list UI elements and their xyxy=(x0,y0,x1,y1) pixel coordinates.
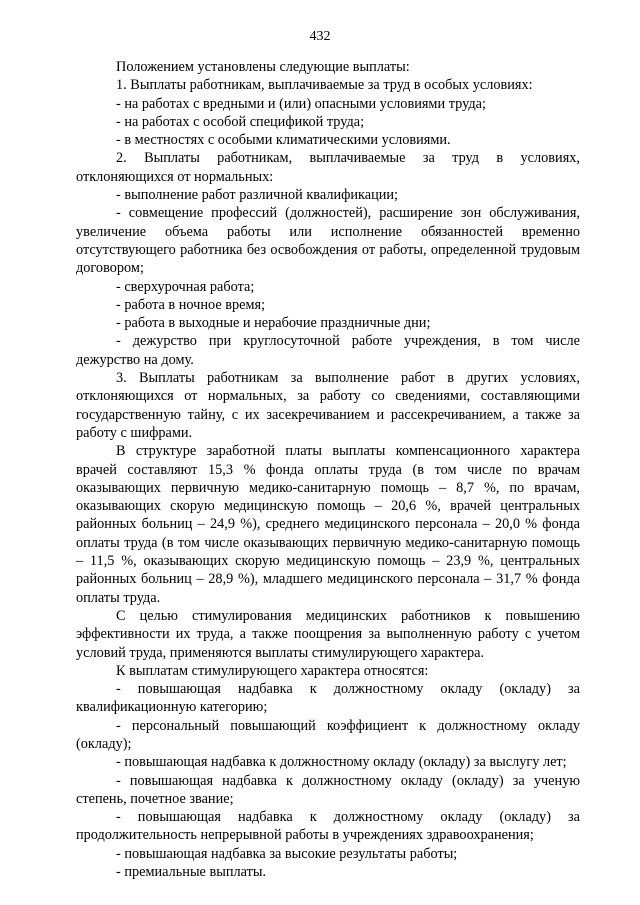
list-item: - на работах с особой спецификой труда; xyxy=(116,113,365,130)
list-item: - совмещение профессий (должностей), расширение зон обслуживания, увеличение объема работы или исполнение обязанностей временно отсутствующего работника без освобождения от работы, определенной трудовым договором; xyxy=(76,205,580,277)
paragraph: В структуре заработной платы выплаты компенсационного характера врачей составляют 15,3 % фонда оплаты труда (в том числе по врачам оказывающих первичную медико-санитарную помощь – 8,7 %, по врачам, оказывающих скорую медицинскую помощь – 20,6 %, врачей центральных районных больниц – 24,9 %), среднего медицинского персонала – 20,0 % фонда оплаты труда (в том числе оказывающих первичную медико-санитарную помощь – 11,5 %, оказывающих скорую медицинскую помощь – 23,9 %, центральных районных больниц – 28,9 %), младшего медицинского персонала – 31,7 % фонда оплаты труда. xyxy=(76,443,580,606)
paragraph: 2. Выплаты работникам, выплачиваемые за труд в условиях, отклоняющихся от нормальных: xyxy=(76,150,580,185)
paragraph: 1. Выплаты работникам, выплачиваемые за труд в особых условиях: xyxy=(116,77,533,94)
list-item: - выполнение работ различной квалификации; xyxy=(116,187,399,204)
list-item: - повышающая надбавка к должностному окладу (окладу) за продолжительность непрерывной работы в учреждениях здравоохранения; xyxy=(76,809,580,844)
paragraph: С целью стимулирования медицинских работников к повышению эффективности их труда, а также поощрения за выполненную работу с учетом условий труда, применяются выплаты стимулирующего характера. xyxy=(76,607,580,661)
list-item: - персональный повышающий коэффициент к должностному окладу (окладу); xyxy=(76,717,580,752)
list-item: - на работах с вредными и (или) опасными условиями труда; xyxy=(116,95,486,112)
list-item: - дежурство при круглосуточной работе учреждения, в том числе дежурство на дому. xyxy=(76,333,580,368)
list-item: - премиальные выплаты. xyxy=(116,864,267,881)
list-item: - работа в выходные и нерабочие праздничные дни; xyxy=(116,315,431,332)
list-item: - в местностях с особыми климатическими условиями. xyxy=(116,132,451,149)
list-item: - повышающая надбавка к должностному окладу (окладу) за выслугу лет; xyxy=(116,754,567,771)
list-item: - работа в ночное время; xyxy=(116,296,266,313)
document-body xyxy=(76,58,580,881)
paragraph: К выплатам стимулирующего характера относятся: xyxy=(116,662,429,679)
list-item: - повышающая надбавка за высокие результаты работы; xyxy=(116,845,458,862)
list-item: - повышающая надбавка к должностному окладу (окладу) за ученую степень, почетное звание; xyxy=(76,772,580,807)
page-number: 432 xyxy=(309,29,331,44)
list-item: - повышающая надбавка к должностному окладу (окладу) за квалификационную категорию; xyxy=(76,681,580,716)
paragraph: Положением установлены следующие выплаты: xyxy=(116,59,410,75)
list-item: - сверхурочная работа; xyxy=(116,278,255,295)
paragraph: 3. Выплаты работникам за выполнение работ в других условиях, отклоняющихся от нормальных, за работу со сведениями, составляющими государственную тайну, с их засекречиванием и рассекречиванием, а также за работу с шифрами. xyxy=(76,370,580,441)
